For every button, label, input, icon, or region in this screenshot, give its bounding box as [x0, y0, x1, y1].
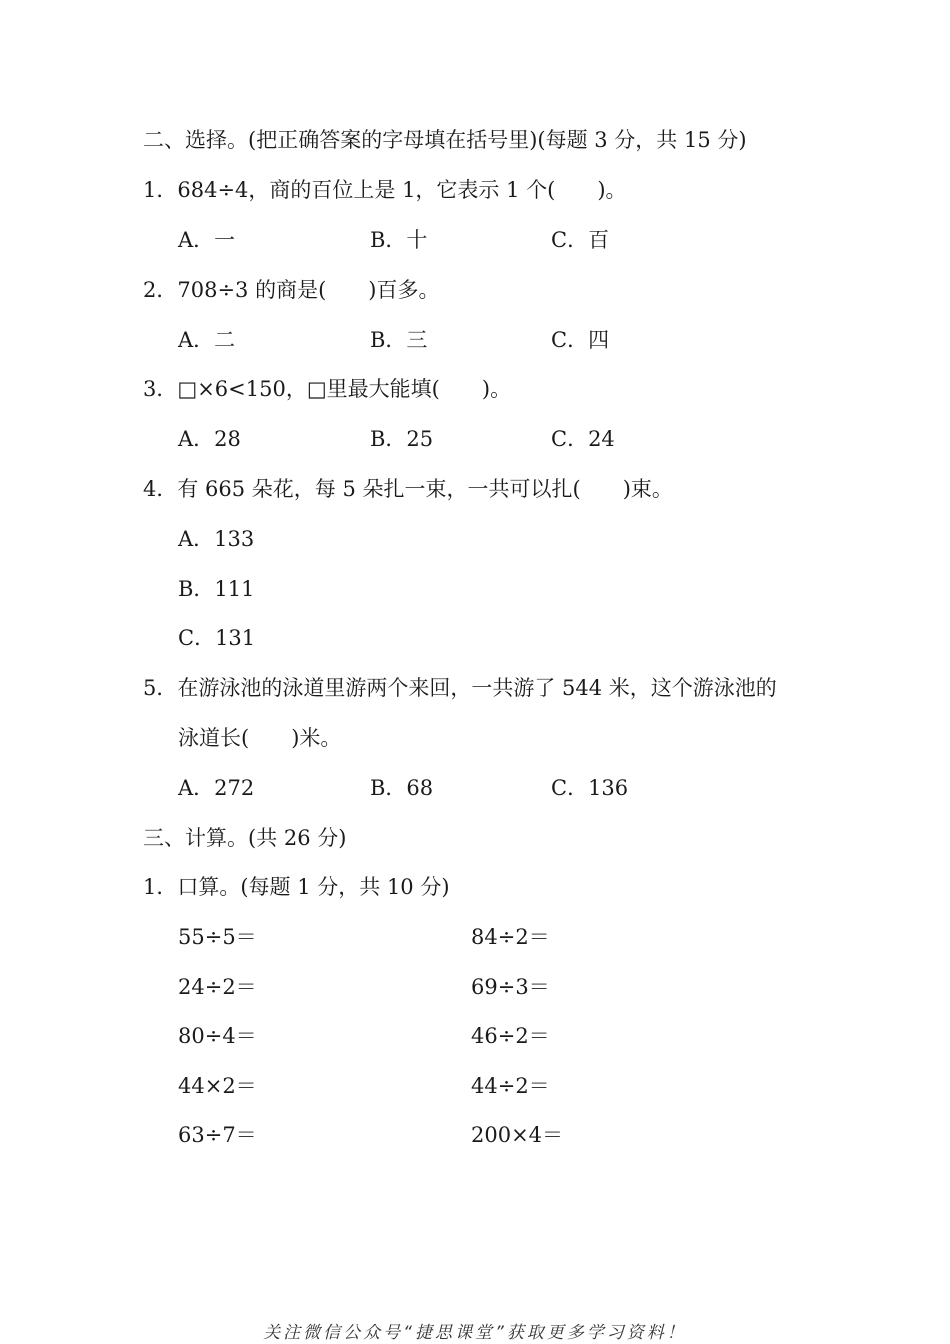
question-4-option-a: A．133: [178, 527, 255, 551]
calc-right-5: 200×4＝: [471, 1123, 564, 1147]
question-4-stem: 4．有 665 朵花，每 5 朵扎一束，一共可以扎( )束。: [143, 477, 673, 501]
section-3-heading: 三、计算。(共 26 分): [143, 826, 347, 850]
calc-left-1: 55÷5＝: [178, 925, 257, 949]
calc-right-2: 69÷3＝: [471, 975, 550, 999]
question-3-stem: 3．□×6<150，□里最大能填( )。: [143, 377, 512, 401]
question-3-option-c: C．24: [551, 427, 615, 451]
question-5-option-c: C．136: [551, 776, 629, 800]
question-1-option-b: B．十: [370, 228, 428, 252]
question-3-option-a: A．28: [178, 427, 241, 451]
question-5-option-b: B．68: [370, 776, 434, 800]
question-1-option-a: A．一: [178, 228, 236, 252]
question-1-stem: 1．684÷4，商的百位上是 1，它表示 1 个( )。: [143, 178, 627, 202]
footer-note: 关注微信公众号“捷思课堂”获取更多学习资料！: [263, 1323, 687, 1343]
calc-right-3: 46÷2＝: [471, 1024, 550, 1048]
calc-left-5: 63÷7＝: [178, 1123, 257, 1147]
calc-right-4: 44÷2＝: [471, 1074, 550, 1098]
question-2-option-b: B．三: [370, 328, 428, 352]
question-5-stem-continued: 泳道长( )米。: [178, 726, 342, 750]
question-3-option-b: B．25: [370, 427, 434, 451]
calc-left-2: 24÷2＝: [178, 975, 257, 999]
question-4-option-c: C．131: [178, 626, 256, 650]
question-1-option-c: C．百: [551, 228, 610, 252]
calc-left-3: 80÷4＝: [178, 1024, 257, 1048]
calc-left-4: 44×2＝: [178, 1074, 257, 1098]
section-3-sub-1: 1．口算。(每题 1 分，共 10 分): [143, 875, 450, 899]
question-2-stem: 2．708÷3 的商是( )百多。: [143, 278, 440, 302]
section-2-heading: 二、选择。(把正确答案的字母填在括号里)(每题 3 分，共 15 分): [143, 128, 747, 152]
question-5-stem: 5．在游泳池的泳道里游两个来回，一共游了 544 米，这个游泳池的: [143, 676, 777, 700]
question-4-option-b: B．111: [178, 577, 255, 601]
question-2-option-c: C．四: [551, 328, 610, 352]
question-2-option-a: A．二: [178, 328, 236, 352]
question-5-option-a: A．272: [178, 776, 255, 800]
calc-right-1: 84÷2＝: [471, 925, 550, 949]
